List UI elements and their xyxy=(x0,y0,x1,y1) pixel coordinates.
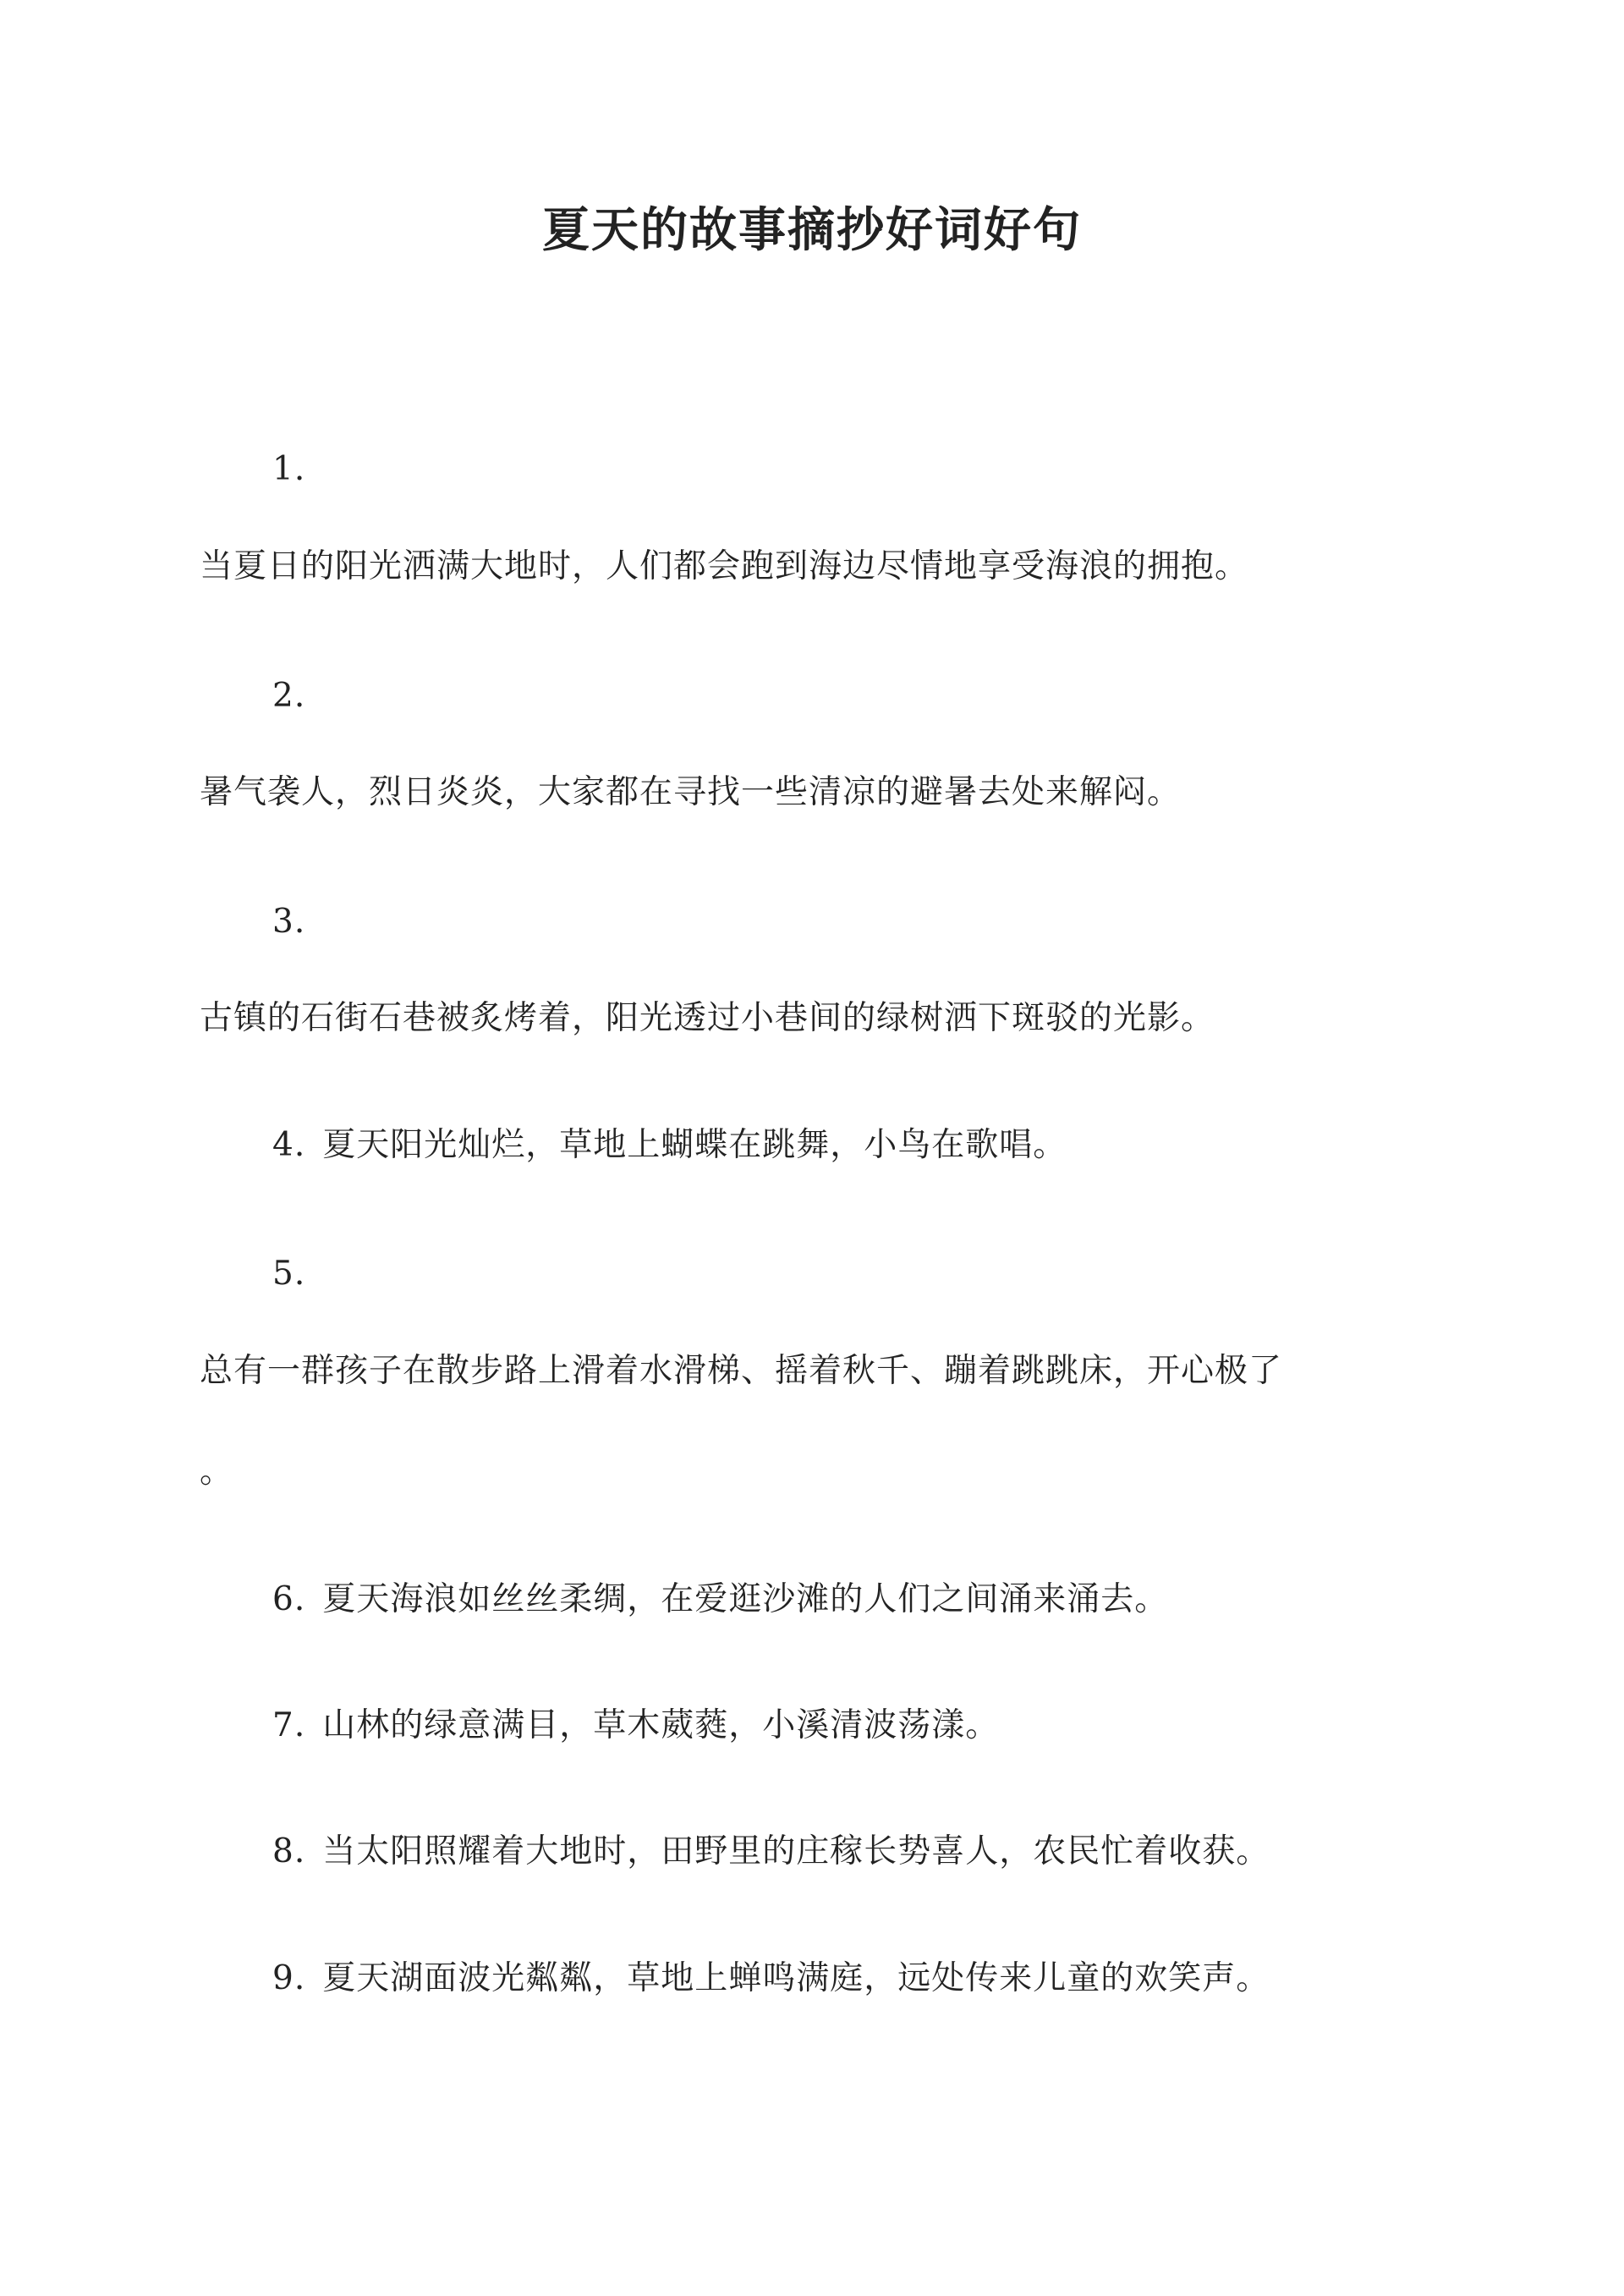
item-8-number: 8. xyxy=(272,1832,306,1870)
item-2-text: 暑气袭人，烈日炎炎，大家都在寻找一些清凉的避暑去处来解闷。 xyxy=(200,773,1182,811)
item-4-text: 夏天阳光灿烂，草地上蝴蝶在跳舞，小鸟在歌唱。 xyxy=(322,1126,1067,1164)
item-3-number: 3. xyxy=(272,903,306,941)
document-title: 夏天的故事摘抄好词好句 xyxy=(542,202,1082,258)
item-7-number: 7. xyxy=(272,1706,306,1744)
item-7 xyxy=(272,1700,999,1751)
item-9 xyxy=(272,1953,1270,2004)
item-6 xyxy=(272,1574,1168,1625)
item-5-number: 5. xyxy=(272,1255,306,1293)
item-9-text: 夏天湖面波光粼粼，草地上蝉鸣满庭，远处传来儿童的欢笑声。 xyxy=(322,1959,1270,1997)
item-7-text: 山林的绿意满目，草木葳蕤，小溪清波荡漾。 xyxy=(322,1706,1000,1744)
item-8-text: 当太阳照耀着大地时，田野里的庄稼长势喜人，农民忙着收获。 xyxy=(322,1832,1270,1870)
item-4 xyxy=(272,1120,1067,1171)
item-1-number: 1. xyxy=(272,450,306,488)
item-2-number: 2. xyxy=(272,677,306,715)
item-6-text: 夏天海浪如丝丝柔绸，在爱逛沙滩的人们之间涌来涌去。 xyxy=(322,1580,1169,1618)
item-6-number: 6. xyxy=(272,1580,306,1618)
item-5-text-continuation: 。 xyxy=(200,1453,234,1491)
item-4-number: 4. xyxy=(272,1126,306,1164)
item-8 xyxy=(272,1826,1270,1877)
item-9-number: 9. xyxy=(272,1959,306,1997)
item-3-text: 古镇的石街石巷被炙烤着，阳光透过小巷间的绿树洒下斑驳的光影。 xyxy=(200,999,1215,1037)
item-1-text: 当夏日的阳光洒满大地时，人们都会跑到海边尽情地享受海浪的拥抱。 xyxy=(200,547,1249,585)
item-5-text: 总有一群孩子在散步路上滑着水滑梯、摇着秋千、蹦着跳跳床，开心极了 xyxy=(200,1352,1283,1390)
